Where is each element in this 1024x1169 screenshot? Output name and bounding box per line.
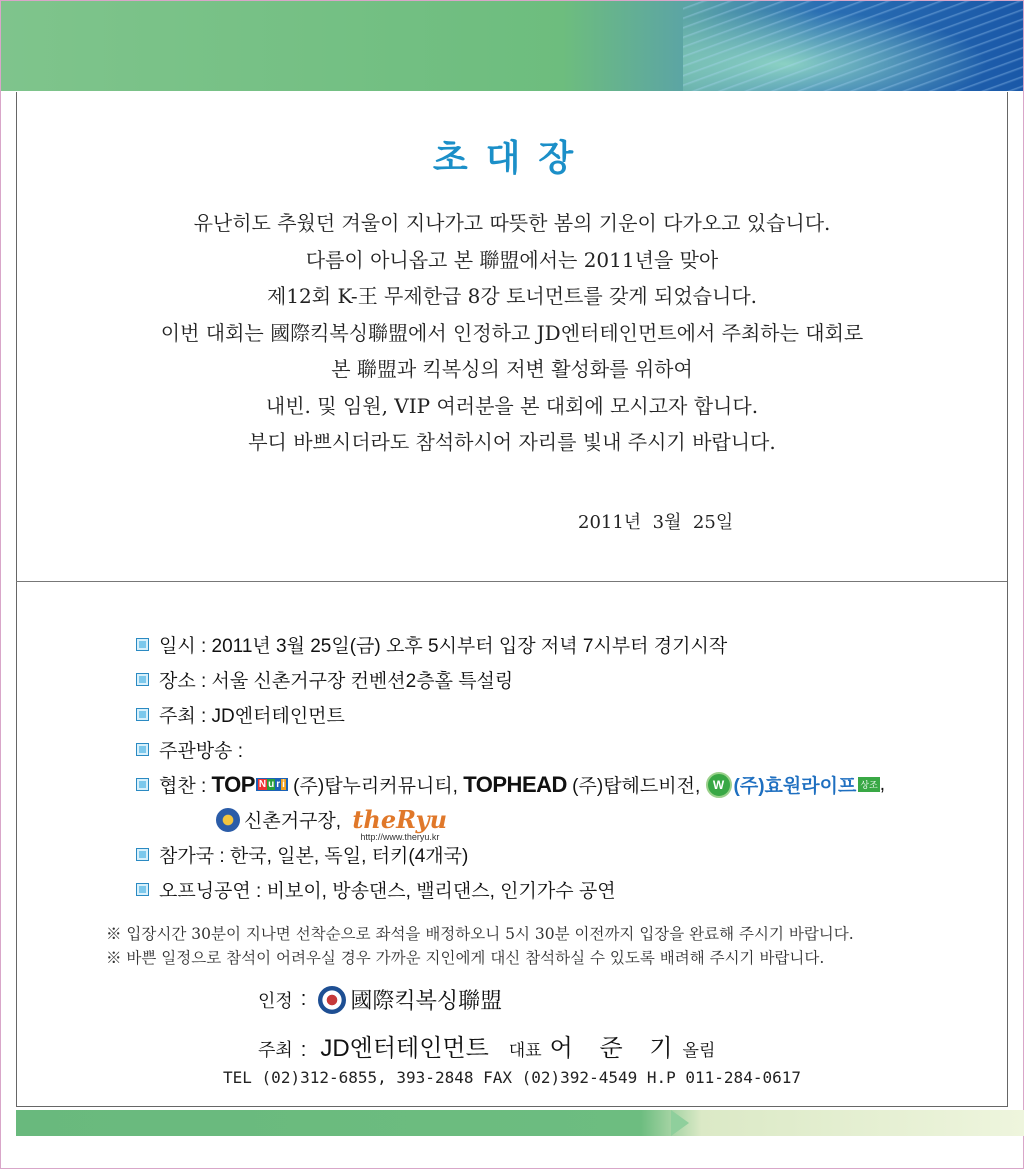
theryu-wordmark: theRyu xyxy=(352,805,448,834)
banner-light-streaks xyxy=(683,1,1023,91)
detail-host xyxy=(136,697,996,732)
body-line: 제12회 K-王 무제한급 8강 토너먼트를 갖게 되었습니다. xyxy=(267,284,757,308)
nuri-letter: u xyxy=(268,779,275,790)
invitation-date: 2011년 3월 25일 xyxy=(578,512,734,533)
detail-schedule xyxy=(136,627,996,662)
tophead-logo: TOPHEAD xyxy=(463,771,567,797)
rep-title: 대표 xyxy=(508,1041,542,1060)
detail-sponsors xyxy=(136,767,996,802)
host-text: 주최 : JD엔터테인먼트 xyxy=(159,706,345,727)
rep-name: 어 준 기 xyxy=(549,1035,683,1062)
approval-line xyxy=(258,984,502,1015)
closing-word: 올림 xyxy=(682,1041,716,1060)
hyowon-name: (주)효원라이프 xyxy=(733,776,857,797)
bullet-icon xyxy=(136,638,149,651)
body-line: 유난히도 추웠던 겨울이 지나가고 따뜻한 봄의 기운이 다가오고 있습니다. xyxy=(193,211,831,235)
hyowon-comma: , xyxy=(879,773,885,795)
approval-colon: : xyxy=(300,988,307,1010)
bullet-icon xyxy=(136,743,149,756)
schedule-text: 일시 : 2011년 3월 25일(금) 오후 5시부터 입장 저녁 7시부터 경기시작 xyxy=(159,636,728,657)
sponsor-label: 협찬 : xyxy=(159,776,212,797)
bullet-icon xyxy=(136,708,149,721)
invitation-title: 초대장 xyxy=(432,138,592,179)
footer-band xyxy=(16,1110,1024,1136)
host-label: 주최 xyxy=(258,1040,293,1060)
federation-emblem-icon xyxy=(318,986,346,1014)
venue-text: 장소 : 서울 신촌거구장 컨벤션2층홀 특설링 xyxy=(159,671,514,692)
footer-arrow-shape xyxy=(671,1110,689,1136)
bullet-icon xyxy=(136,673,149,686)
bullet-icon xyxy=(136,883,149,896)
section-divider xyxy=(16,581,1007,582)
host-org: JD엔터테인먼트 xyxy=(320,1035,489,1062)
bullet-icon xyxy=(136,848,149,861)
body-line: 이번 대회는 國際킥복싱聯盟에서 인정하고 JD엔터테인먼트에서 주최하는 대회로 xyxy=(160,320,864,345)
detail-opening xyxy=(136,872,996,907)
tophead-name: (주)탑헤드비전, xyxy=(566,776,706,797)
detail-sponsors-continued xyxy=(136,802,996,842)
approval-org: 國際킥복싱聯盟 xyxy=(350,988,503,1013)
sinchon-seal-icon xyxy=(216,808,240,832)
nuri-letter: r xyxy=(276,779,281,790)
note-line: ※ 입장시간 30분이 지나면 선착순으로 좌석을 배정하오니 5시 30분 이전까지 입장을 완료해 주시기 바랍니다. xyxy=(106,925,854,943)
nuri-logo-badge xyxy=(256,778,288,791)
theryu-url: http://www.theryu.kr xyxy=(360,832,440,842)
body-line: 부디 바쁘시더라도 참석하시어 자리를 빛내 주시기 바랍니다. xyxy=(248,430,776,454)
opening-text: 오프닝공연 : 비보이, 방송댄스, 밸리댄스, 인기가수 공연 xyxy=(159,881,616,902)
bullet-icon xyxy=(136,778,149,791)
detail-venue xyxy=(136,662,996,697)
topnuri-logo: TOP xyxy=(211,771,255,797)
detail-broadcast xyxy=(136,732,996,767)
body-line: 다름이 아니옵고 본 聯盟에서는 2011년을 맞아 xyxy=(305,247,719,272)
topnuri-name: (주)탑누리커뮤니티, xyxy=(287,776,464,797)
detail-countries xyxy=(136,837,996,872)
invitation-body xyxy=(0,205,1024,461)
host-signature-line xyxy=(258,1028,715,1063)
header-banner xyxy=(1,1,1023,91)
body-line: 내빈. 및 임원, VIP 여러분을 본 대회에 모시고자 합니다. xyxy=(265,393,759,418)
nuri-letter: N xyxy=(258,779,267,790)
note-line: ※ 바쁜 일정으로 참석이 어려우실 경우 가까운 지인에게 대신 참석하실 수 있도록 배려해 주시기 바랍니다. xyxy=(106,949,825,967)
event-details xyxy=(136,627,996,907)
countries-text: 참가국 : 한국, 일본, 독일, 터키(4개국) xyxy=(159,846,469,867)
broadcast-text: 주관방송 : xyxy=(159,741,243,762)
approval-label: 인정 xyxy=(258,990,293,1011)
contact-info: TEL (02)312-6855, 393-2848 FAX (02)392-4549 H.P 011-284-0617 xyxy=(223,1068,801,1087)
nuri-letter: i xyxy=(282,779,285,790)
hyowon-tag: 상조 xyxy=(858,777,879,792)
theryu-logo xyxy=(352,805,448,842)
host-colon: : xyxy=(300,1039,307,1061)
sinchon-name: 신촌거구장, xyxy=(244,811,347,832)
body-line: 본 聯盟과 킥복싱의 저변 활성화를 위하여 xyxy=(331,357,693,381)
hyowon-logo-icon: W xyxy=(706,772,732,798)
notes xyxy=(106,922,854,970)
